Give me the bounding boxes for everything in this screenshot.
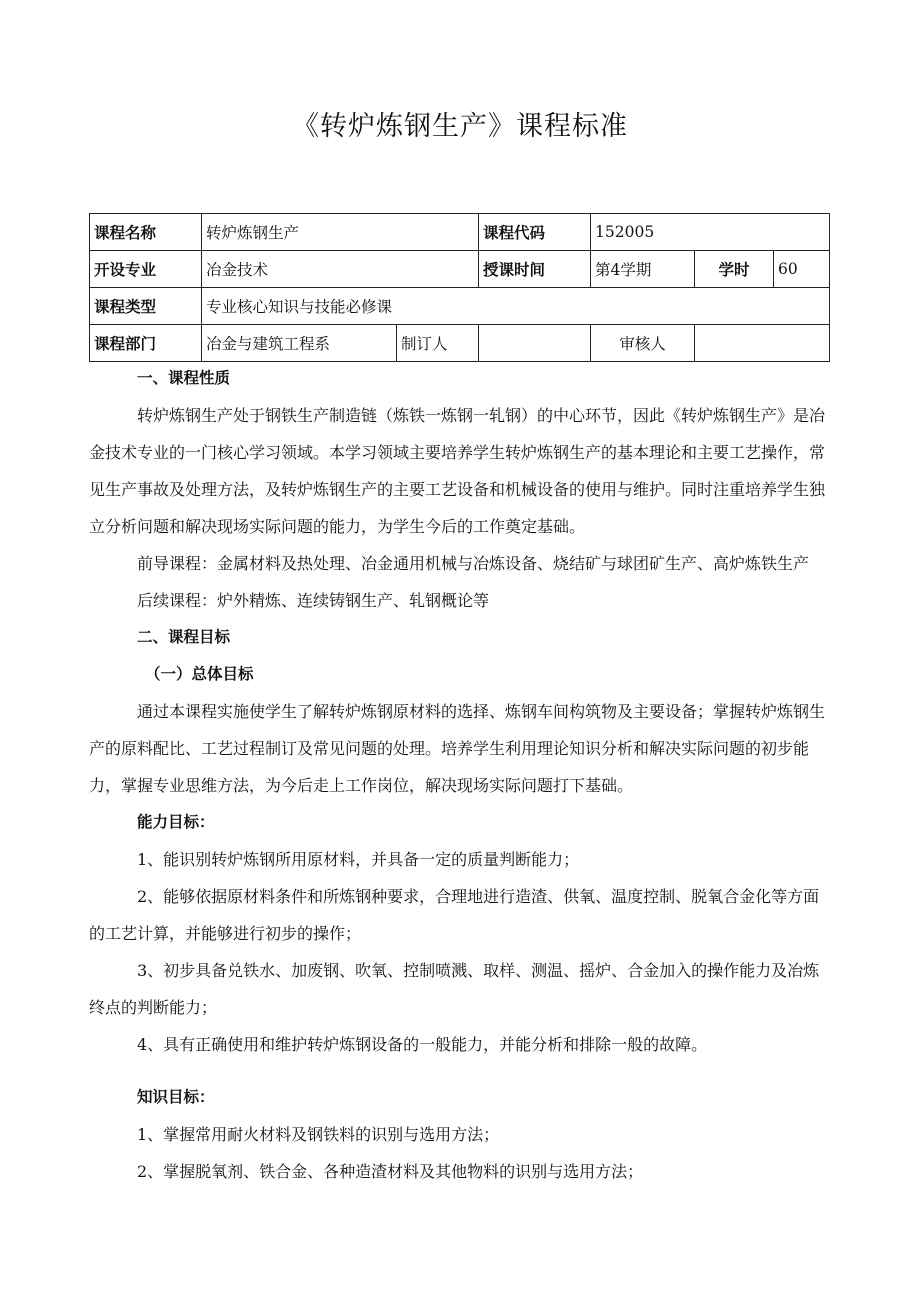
course-type-label: 课程类型 [90, 288, 202, 325]
course-type-value: 专业核心知识与技能必修课 [202, 288, 830, 325]
table-row [90, 288, 830, 325]
author-value [479, 325, 591, 362]
hours-value: 60 [774, 251, 830, 288]
major-value: 冶金技术 [202, 251, 479, 288]
section-heading: 一、课程性质 [137, 369, 231, 387]
department-label: 课程部门 [90, 325, 202, 362]
course-code-label: 课程代码 [479, 214, 591, 251]
list-item: 2、能够依据原材料条件和所炼钢种要求，合理地进行造渣、供氧、温度控制、脱氧合金化等方面的工艺计算，并能够进行初步的操作； [89, 887, 820, 943]
course-info-table-main [89, 213, 830, 362]
subsection-heading: （一）总体目标 [145, 665, 254, 683]
paragraph: 前导课程：金属材料及热处理、冶金通用机械与冶炼设备、烧结矿与球团矿生产、高炉炼铁生产 [137, 554, 810, 573]
paragraph: 通过本课程实施使学生了解转炉炼钢原材料的选择、炼钢车间构筑物及主要设备；掌握转炉炼钢生产的原料配比、工艺过程制订及常见问题的处理。培养学生利用理论知识分析和解决实际问题的初步能力，掌握专业思维方法，为今后走上工作岗位，解决现场实际问题打下基础。 [89, 702, 826, 795]
table-row [90, 214, 830, 251]
course-code-value: 152005 [591, 214, 830, 251]
reviewer-label: 审核人 [591, 325, 695, 362]
course-name-value: 转炉炼钢生产 [202, 214, 479, 251]
major-label: 开设专业 [90, 251, 202, 288]
author-label: 制订人 [397, 325, 479, 362]
paragraph: 后续课程：炉外精炼、连续铸钢生产、轧钢概论等 [137, 591, 490, 610]
semester-value: 第4学期 [591, 251, 695, 288]
reviewer-value [695, 325, 830, 362]
list-item: 1、掌握常用耐火材料及钢铁料的识别与选用方法； [137, 1125, 500, 1144]
table-row [90, 325, 830, 362]
table-row [90, 251, 830, 288]
course-name-label: 课程名称 [90, 214, 202, 251]
semester-label: 授课时间 [479, 251, 591, 288]
section-heading: 二、课程目标 [137, 628, 231, 646]
hours-label: 学时 [695, 251, 774, 288]
page-title: 《转炉炼钢生产》课程标准 [292, 111, 628, 142]
list-item: 2、掌握脱氧剂、铁合金、各种造渣材料及其他物料的识别与选用方法； [137, 1162, 644, 1181]
list-item: 4、具有正确使用和维护转炉炼钢设备的一般能力，并能分析和排除一般的故障。 [137, 1035, 708, 1054]
list-item: 3、初步具备兑铁水、加废钢、吹氧、控制喷溅、取样、测温、摇炉、合金加入的操作能力及冶炼终点的判断能力； [89, 961, 820, 1017]
department-value: 冶金与建筑工程系 [202, 325, 397, 362]
paragraph: 转炉炼钢生产处于钢铁生产制造链（炼铁一炼钢一轧钢）的中心环节，因此《转炉炼钢生产》是冶金技术专业的一门核心学习领域。本学习领域主要培养学生转炉炼钢生产的基本理论和主要工艺操作，常见生产事故及处理方法，及转炉炼钢生产的主要工艺设备和机械设备的使用与维护。同时注重培养学生独立分析问题和解决现场实际问题的能力，为学生今后的工作奠定基础。 [89, 406, 826, 536]
list-item: 1、能识别转炉炼钢所用原材料，并具备一定的质量判断能力； [137, 850, 580, 869]
body-text [89, 360, 834, 1190]
ability-heading: 能力目标： [137, 813, 215, 831]
knowledge-heading: 知识目标： [137, 1088, 215, 1106]
